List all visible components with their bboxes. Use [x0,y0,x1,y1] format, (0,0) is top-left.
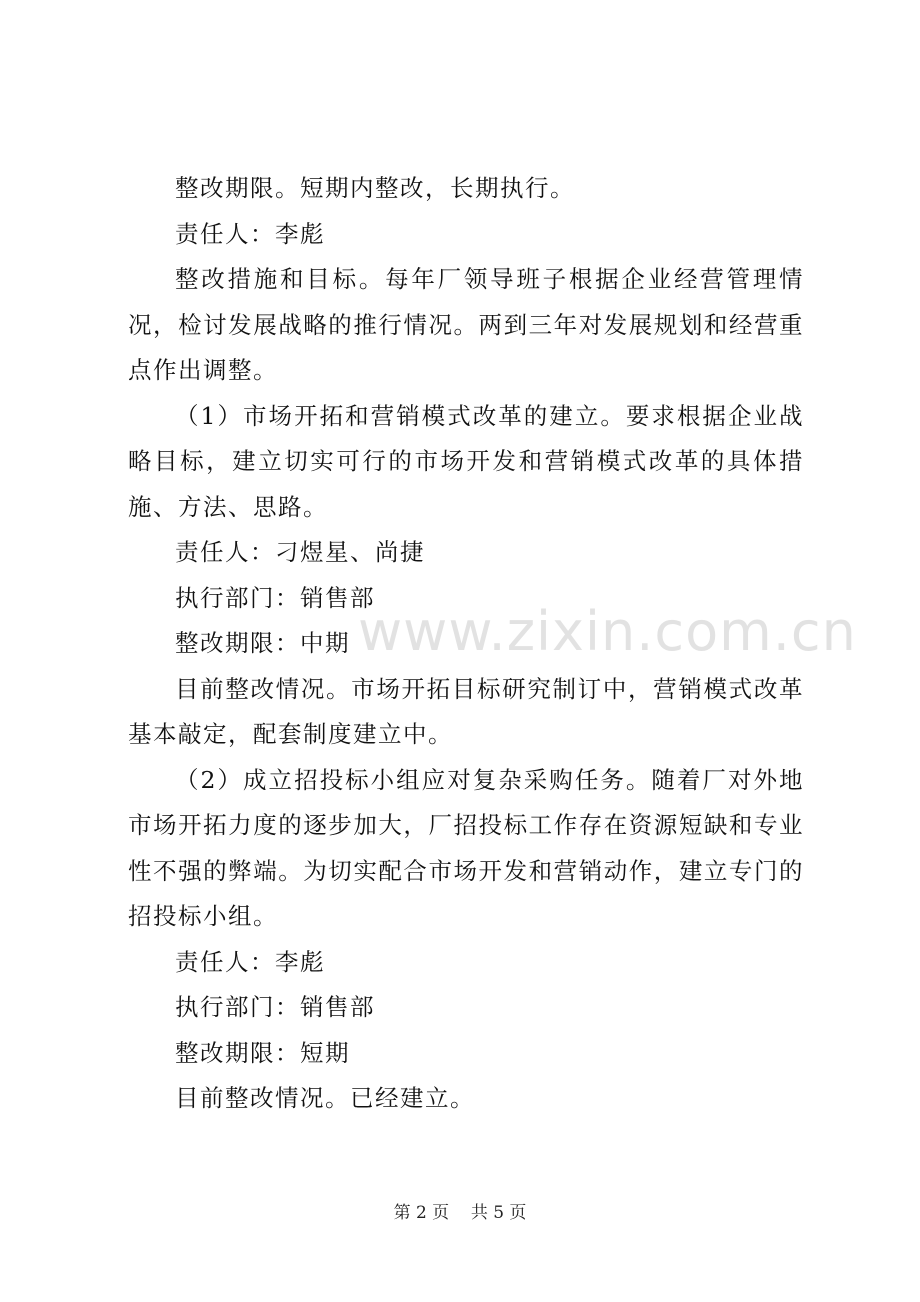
paragraph: 执行部门：销售部 [175,993,375,1021]
paragraph: 目前整改情况。市场开拓目标研究制订中，营销模式改革基本敲定，配套制度建立中。 [128,674,804,748]
document-body [128,166,804,1122]
paragraph: 责任人：李彪 [175,947,325,976]
paragraph: 责任人：李彪 [175,219,325,248]
paragraph: 执行部门：销售部 [175,583,375,612]
watermark: www.zixin.com.cn [358,600,857,663]
paragraph: 整改期限：中期 [175,629,350,657]
paragraph: 整改措施和目标。每年厂领导班子根据企业经营管理情况，检讨发展战略的推行情况。两到三年对发展规划和经营重点作出调整。 [128,265,804,384]
paragraph: （1）市场开拓和营销模式改革的建立。要求根据企业战略目标，建立切实可行的市场开发和营销模式改革的具体措施、方法、思路。 [128,401,804,521]
paragraph: 整改期限。短期内整改，长期执行。 [175,174,575,202]
paragraph: 目前整改情况。已经建立。 [175,1084,475,1112]
page-number: 第 2 页 [393,1203,450,1223]
paragraph: 整改期限：短期 [175,1038,350,1067]
footer-gap [455,1203,466,1223]
page-footer [0,1198,920,1223]
page-total: 共 5 页 [470,1203,527,1223]
paragraph: （2）成立招投标小组应对复杂采购任务。随着厂对外地市场开拓力度的逐步加大，厂招投标工作存在资源短缺和专业性不强的弊端。为切实配合市场开发和营销动作，建立专门的招投标小组。 [128,765,804,930]
paragraph: 责任人：刁煜星、尚捷 [175,538,425,566]
